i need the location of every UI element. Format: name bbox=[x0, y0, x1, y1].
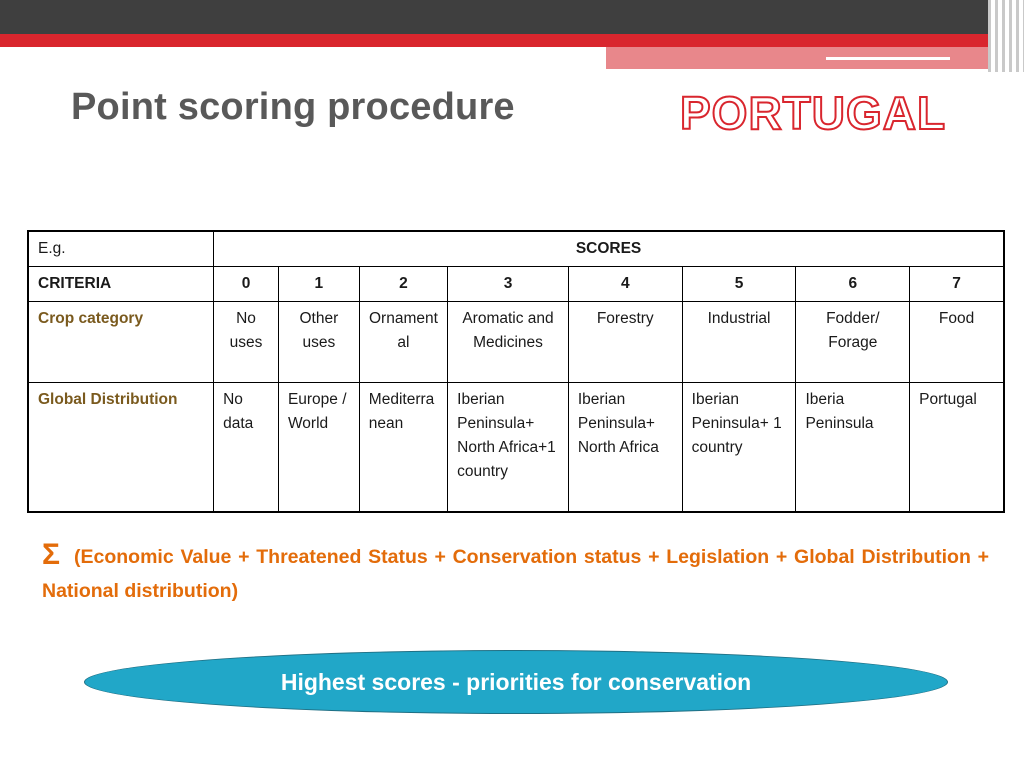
score-header-1: 1 bbox=[278, 267, 359, 302]
table-row-crop-category bbox=[28, 302, 1004, 383]
score-header-6: 6 bbox=[796, 267, 910, 302]
scoring-table bbox=[27, 230, 1005, 513]
top-dark-bar bbox=[0, 0, 1024, 34]
table-cell: Other uses bbox=[278, 302, 359, 383]
score-header-7: 7 bbox=[910, 267, 1004, 302]
priority-banner-text: Highest scores - priorities for conservation bbox=[280, 668, 752, 695]
table-cell: No uses bbox=[214, 302, 279, 383]
slide-title: Point scoring procedure bbox=[71, 86, 515, 128]
country-heading: PORTUGAL bbox=[680, 87, 947, 139]
top-red-bar bbox=[0, 34, 1024, 47]
score-header-3: 3 bbox=[448, 267, 569, 302]
corner-stripes bbox=[988, 0, 1024, 72]
table-cell: Ornamental bbox=[359, 302, 447, 383]
table-cell: Europe / World bbox=[278, 383, 359, 513]
score-header-0: 0 bbox=[214, 267, 279, 302]
score-header-4: 4 bbox=[568, 267, 682, 302]
table-cell: Mediterranean bbox=[359, 383, 447, 513]
table-cell: Iberia Peninsula bbox=[796, 383, 910, 513]
scores-header: SCORES bbox=[214, 231, 1004, 267]
sum-formula bbox=[42, 538, 989, 608]
table-cell: Food bbox=[910, 302, 1004, 383]
table-cell: Aromatic and Medicines bbox=[448, 302, 569, 383]
table-cell: Forestry bbox=[568, 302, 682, 383]
row-label-crop-category: Crop category bbox=[28, 302, 214, 383]
priority-banner bbox=[84, 650, 948, 714]
table-row-eg bbox=[28, 231, 1004, 267]
table-cell: No data bbox=[214, 383, 279, 513]
score-header-2: 2 bbox=[359, 267, 447, 302]
table-cell: Fodder/ Forage bbox=[796, 302, 910, 383]
table-cell: Iberian Peninsula+ North Africa bbox=[568, 383, 682, 513]
top-white-line bbox=[826, 57, 950, 60]
table-row-criteria bbox=[28, 267, 1004, 302]
score-header-5: 5 bbox=[682, 267, 796, 302]
table-cell: Iberian Peninsula+ 1 country bbox=[682, 383, 796, 513]
eg-cell: E.g. bbox=[28, 231, 214, 267]
table-cell: Iberian Peninsula+ North Africa+1 country bbox=[448, 383, 569, 513]
formula-text: (Economic Value + Threatened Status + Conservation status + Legislation + Global Distribution + National distribution) bbox=[42, 546, 989, 602]
table-cell: Industrial bbox=[682, 302, 796, 383]
table-cell: Portugal bbox=[910, 383, 1004, 513]
table-row-global-distribution bbox=[28, 383, 1004, 513]
sigma-symbol: Σ bbox=[42, 538, 61, 571]
criteria-header: CRITERIA bbox=[28, 267, 214, 302]
row-label-global-distribution: Global Distribution bbox=[28, 383, 214, 513]
